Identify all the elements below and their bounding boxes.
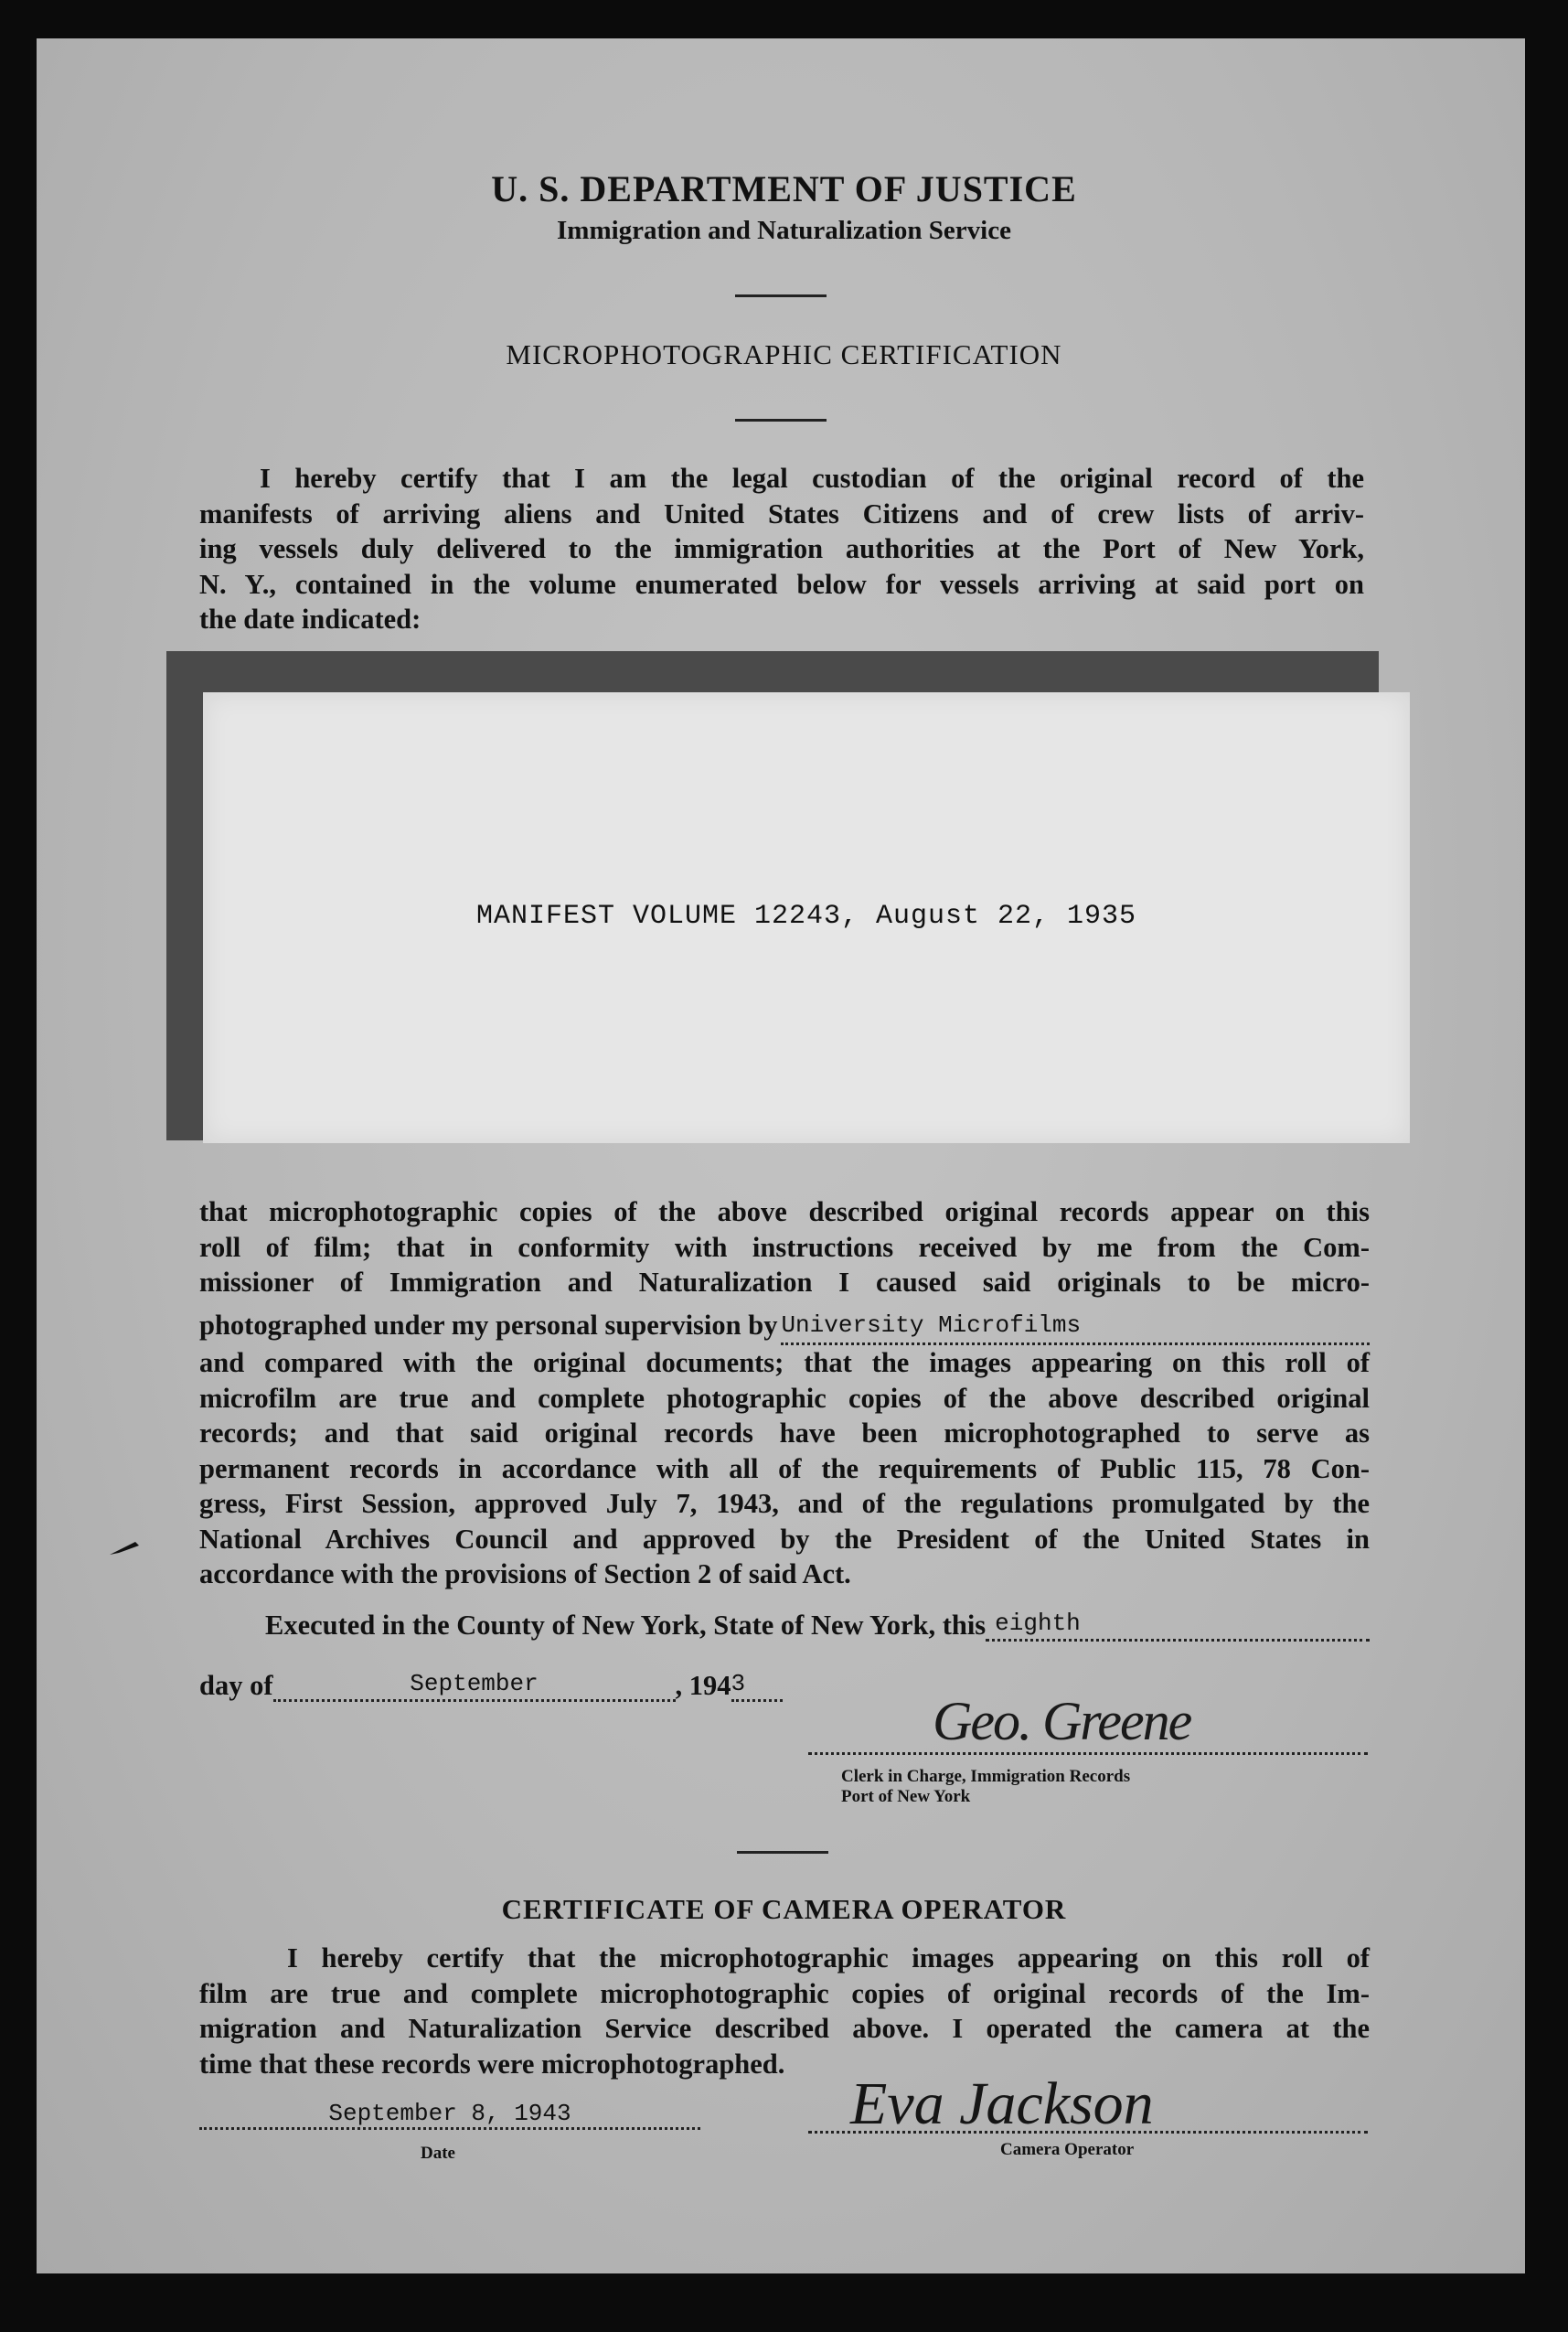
intro-paragraph [199, 461, 1364, 637]
operator-line: film are true and complete microphotographic copies of original records of the Im- [199, 1977, 1370, 2009]
title-divider [735, 419, 827, 422]
day-field: eighth [986, 1610, 1370, 1642]
body-line: records; and that said original records have been microphotographed to serve as [199, 1417, 1370, 1449]
body-line: National Archives Council and approved by the President of the United States in [199, 1523, 1370, 1555]
certification-title: MICROPHOTOGRAPHIC CERTIFICATION [506, 338, 1062, 370]
body-line: microfilm are true and complete photographic copies of the above described original [199, 1382, 1370, 1414]
operator-paragraph [199, 1941, 1370, 2081]
section-divider [737, 1851, 828, 1854]
body-line: accordance with the provisions of Section 2 of said Act. [199, 1558, 851, 1589]
operator-line: migration and Naturalization Service described above. I operated the camera at the [199, 2013, 1370, 2044]
intro-line: I hereby certify that I am the legal custodian of the original record of the [260, 463, 1364, 494]
clerk-title [841, 1767, 1130, 1807]
certificate-sheet [37, 38, 1525, 2273]
supervision-line [199, 1308, 1370, 1346]
intro-line: manifests of arriving aliens and United States Citizens and of crew lists of arriv- [199, 497, 1364, 530]
body-line: that microphotographic copies of the above described original records appear on this [199, 1196, 1370, 1227]
month-field: September [273, 1670, 676, 1702]
clerk-title-line1: Clerk in Charge, Immigration Records [841, 1767, 1131, 1786]
operator-section-title: CERTIFICATE OF CAMERA OPERATOR [501, 1893, 1067, 1925]
executed-prefix: Executed in the County of New York, State of New York, this [265, 1610, 987, 1641]
intro-line: the date indicated: [199, 604, 421, 635]
date-line [199, 1670, 783, 1702]
clerk-title-line2: Port of New York [841, 1787, 971, 1806]
department-heading: U. S. DEPARTMENT OF JUSTICE [491, 168, 1077, 209]
clerk-signature: Geo. Greene [933, 1691, 1191, 1751]
operator-line: I hereby certify that the microphotographic images appearing on this roll of [287, 1942, 1370, 1974]
header-divider [735, 294, 827, 297]
day-of-label: day of [199, 1670, 273, 1701]
supervision-prefix: photographed under my personal supervision by [199, 1309, 778, 1341]
supervisor-field: University Microfilms [781, 1308, 1370, 1346]
year-prefix: , 194 [675, 1670, 731, 1701]
margin-mark [108, 1536, 141, 1555]
operator-date-label: Date [421, 2144, 455, 2163]
operator-date-field: September 8, 1943 [199, 2100, 700, 2130]
body-line: roll of film; that in conformity with instructions received by me from the Com- [199, 1231, 1370, 1263]
operator-line: time that these records were microphotographed. [199, 2048, 785, 2080]
body-line: missioner of Immigration and Naturalization I caused said originals to be micro- [199, 1267, 1370, 1298]
year-digit-field: 3 [731, 1670, 783, 1702]
intro-line: ing vessels duly delivered to the immigration authorities at the Port of New York, [199, 533, 1364, 564]
body-line: and compared with the original documents; that the images appearing on this roll of [199, 1347, 1370, 1378]
intro-line: N. Y., contained in the volume enumerated below for vessels arriving at said port on [199, 568, 1364, 600]
service-subheading: Immigration and Naturalization Service [557, 216, 1011, 245]
body-line: gress, First Session, approved July 7, 1943, and of the regulations promulgated by the [199, 1488, 1370, 1519]
body-line: permanent records in accordance with all of the requirements of Public 115, 78 Con- [199, 1452, 1370, 1484]
operator-label: Camera Operator [1000, 2140, 1135, 2159]
manifest-volume-text: MANIFEST VOLUME 12243, August 22, 1935 [475, 901, 1137, 932]
body-paragraph [199, 1194, 1370, 1592]
operator-signature: Eva Jackson [850, 2070, 1154, 2137]
executed-line [265, 1610, 1370, 1642]
